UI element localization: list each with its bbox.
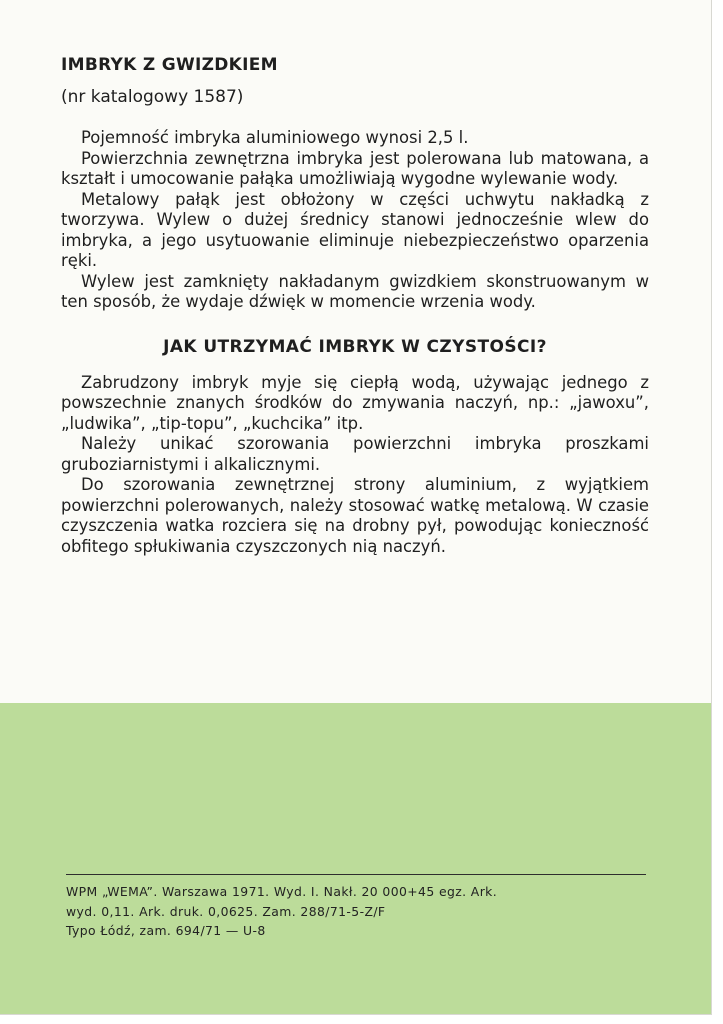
paragraph-scouring: Do szorowania zewnętrznej strony aluminium, z wyjątkiem powierzchni polerowanych, należy stosować watkę metalową. W czasie czyszczenia watka rozciera się na drobny pył, powodując konieczność obfitego spłukiwania czyszczonych nią naczyń. (61, 475, 649, 556)
catalog-number: (nr katalogowy 1587) (61, 87, 244, 107)
imprint-line-3: Typo Łódź, zam. 694/71 — U-8 (66, 923, 266, 938)
imprint-footer (66, 882, 646, 941)
paragraph-whistle: Wylew jest zamknięty nakładanym gwizdkiem skonstruowanym w ten sposób, że wydaje dźwięk w momencie wrzenia wody. (61, 271, 649, 311)
document-title: IMBRYK Z GWIZDKIEM (61, 55, 278, 75)
paragraph-surface: Powierzchnia zewnętrzna imbryka jest polerowana lub matowana, a kształt i umocowanie pałąka umożliwiają wygodne wylewanie wody. (61, 148, 649, 188)
paragraph-powders: Należy unikać szorowania powierzchni imbryka proszkami gruboziarnistymi i alkalicznymi. (61, 434, 649, 474)
paragraph-handle: Metalowy pałąk jest obłożony w części uchwytu nakładką z tworzywa. Wylew o dużej średnicy stanowi jednocześnie wlew do imbryka, a jego usytuowanie eliminuje niebezpieczeństwo oparzenia ręki. (61, 189, 649, 270)
footer-divider (66, 874, 646, 875)
imprint-line-2: wyd. 0,11. Ark. druk. 0,0625. Zam. 288/71-5-Z/F (66, 903, 386, 919)
document-body (61, 52, 649, 557)
paragraph-capacity: Pojemność imbryka aluminiowego wynosi 2,5 l. (81, 128, 469, 147)
green-band (0, 703, 711, 1014)
imprint-line-1: WPM „WEMA”. Warszawa 1971. Wyd. I. Nakł. 20 000+45 egz. Ark. (66, 884, 498, 899)
paragraph-washing: Zabrudzony imbryk myje się ciepłą wodą, używając jednego z powszechnie znanych środków do zmywania naczyń, np.: „jawoxu”, „ludwika”, „tip-topu”, „kuchcika” itp. (61, 372, 649, 433)
section-title: JAK UTRZYMAĆ IMBRYK W CZYSTOŚCI? (163, 336, 547, 357)
